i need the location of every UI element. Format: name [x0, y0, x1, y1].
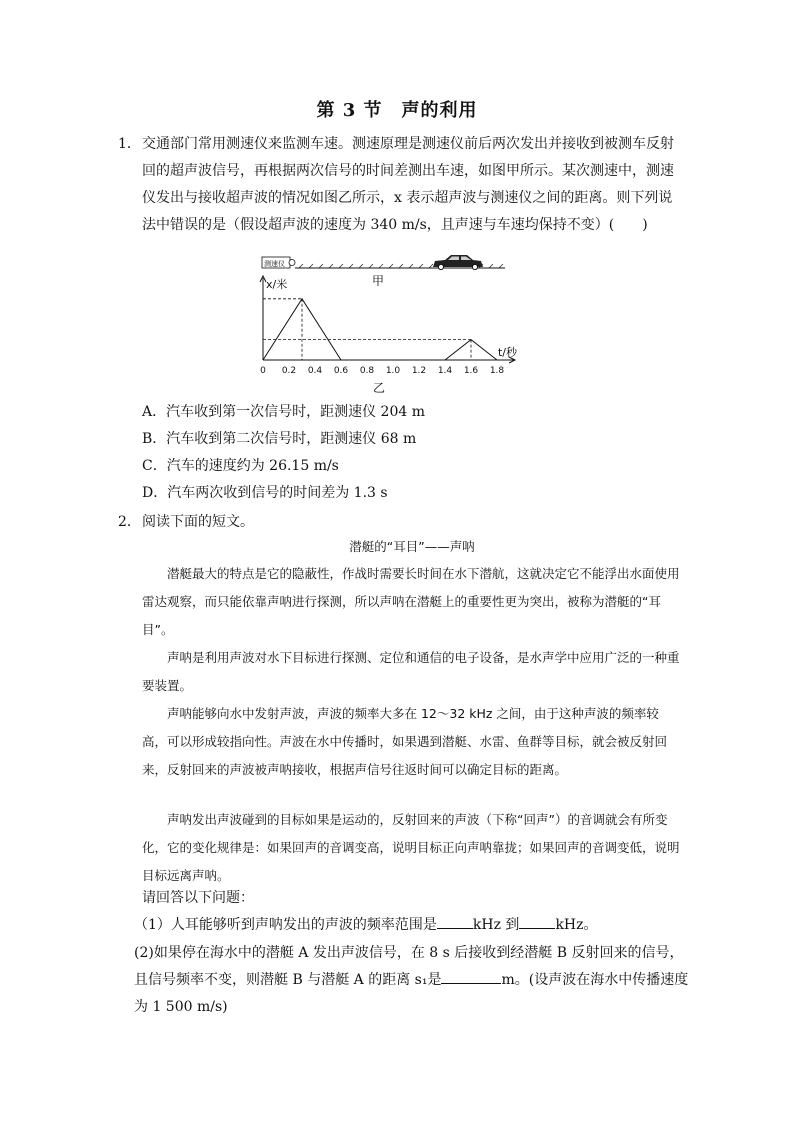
x-axis-label: t/秒: [497, 346, 517, 359]
essay-paragraph: 声呐发出声波碰到的目标如果是运动的，反射回来的声波（下称“回声”）的音调就会有所变化，它的变化规律是：如果回声的音调变高，说明目标正向声呐靠拢；如果回声的音调变低，说明目标远离声呐。: [142, 812, 680, 883]
option-c: C．汽车的速度约为 26.15 m/s: [142, 458, 339, 474]
answer-blank[interactable]: [519, 912, 555, 929]
questions-prompt: 请回答以下问题：: [142, 890, 254, 906]
figure-jia-yi: [255, 248, 515, 396]
essay-paragraph: 潜艇最大的特点是它的隐蔽性，作战时需要长时间在水下潜航，这就决定它不能浮出水面使用雷达观察，而只能依靠声呐进行探测，所以声呐在潜艇上的重要性更为突出，被称为潜艇的“耳目”。: [142, 566, 680, 637]
label-yi: 乙: [373, 381, 386, 395]
option-a: A．汽车收到第一次信号时，距测速仪 204 m: [142, 404, 426, 420]
option-d: D．汽车两次收到信号的时间差为 1.3 s: [142, 485, 388, 501]
question-2: [118, 509, 678, 536]
answer-blank[interactable]: [437, 912, 473, 929]
x-tick-label: 1.2: [411, 366, 427, 376]
x-tick-label: 1.8: [489, 366, 505, 376]
essay-title: 潜艇的“耳目”——声呐: [349, 539, 475, 554]
x-tick-label: 1.4: [437, 366, 453, 376]
x-tick-label: 1.6: [463, 366, 479, 376]
x-tick-label: 0.2: [281, 366, 297, 376]
car-icon: [433, 255, 483, 270]
question-number: 2．: [118, 514, 141, 530]
x-tick-label: 0: [260, 366, 266, 376]
x-tick-label: 0.4: [307, 366, 323, 376]
device-label: 测速仪: [264, 260, 285, 268]
option-b: B．汽车收到第二次信号时，距测速仪 68 m: [142, 431, 417, 447]
essay-paragraph: 声呐是利用声波对水下目标进行探测、定位和通信的电子设备，是水声学中应用广泛的一种重要装置。: [142, 650, 680, 693]
page-title: 第 3 节 声的利用: [316, 100, 478, 121]
x-tick-label: 0.6: [333, 366, 349, 376]
figure-jia: [262, 255, 505, 288]
question-2-intro: 阅读下面的短文。: [142, 514, 254, 530]
y-axis-label: x/米: [266, 278, 288, 291]
figure-yi-graph: [260, 276, 518, 395]
x-tick-label: 1.0: [385, 366, 401, 376]
question-1-text: 交通部门常用测速仪来监测车速。测速原理是测速仪前后两次发出并接收到被测车反射回的超声波信号，再根据两次信号的时间差测出车速，如图甲所示。某次测速中，测速仪发出与接收超声波的情况如图乙所示，x 表示超声波与测速仪之间的距离。则下列说法中错误的是（假设超声波的速度为 340 m/s，且声速与车速均保持不变）( ): [142, 136, 674, 233]
sub-question-1: （1）人耳能够听到声呐发出的声波的频率范围是 kHz 到 kHz。: [134, 912, 694, 939]
label-jia: 甲: [372, 274, 385, 288]
answer-blank[interactable]: [441, 967, 501, 984]
question-number: 1．: [118, 136, 141, 152]
x-tick-label: 0.8: [359, 366, 375, 376]
sub-question-2: (2)如果停在海水中的潜艇 A 发出声波信号，在 8 s 后接收到经潜艇 B 反射回来的信号，且信号频率不变，则潜艇 B 与潜艇 A 的距离 s₁是 m。(设声波在海水中传播速度为 1 500 m/s): [134, 945, 689, 1015]
essay-paragraph: 声呐能够向水中发射声波，声波的频率大多在 12～32 kHz 之间，由于这种声波的频率较高，可以形成较指向性。声波在水中传播时，如果遇到潜艇、水雷、鱼群等目标，就会被反射回来，反射回来的声波被声呐接收，根据声信号往返时间可以确定目标的距离。: [142, 706, 668, 777]
question-1: [118, 131, 678, 239]
